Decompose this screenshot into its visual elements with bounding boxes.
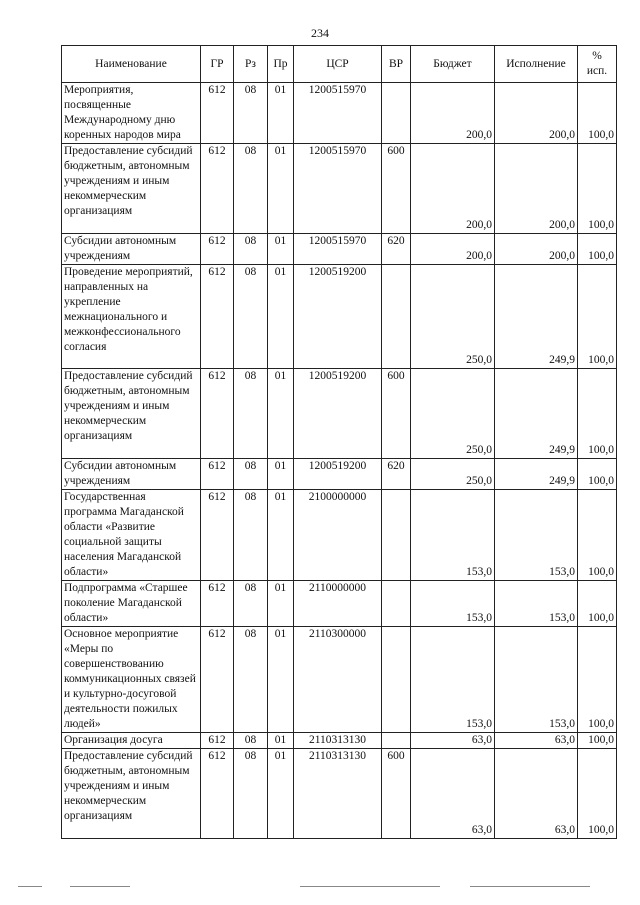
- cell-rz: 08: [234, 265, 268, 369]
- cell-rz: 08: [234, 749, 268, 839]
- cell-pr: 01: [268, 733, 294, 749]
- cell-budget: 153,0: [411, 581, 495, 627]
- cell-name: Мероприятия, посвященные Международному дню коренных народов мира: [62, 83, 201, 144]
- cell-pr: 01: [268, 369, 294, 459]
- cell-vr: [382, 83, 411, 144]
- cell-csr: 1200519200: [294, 265, 382, 369]
- table-row: [62, 627, 617, 733]
- header-pct-word: исп.: [586, 65, 608, 77]
- cell-csr: 1200515970: [294, 83, 382, 144]
- cell-csr: 2110313130: [294, 733, 382, 749]
- cell-rz: 08: [234, 627, 268, 733]
- cell-rz: 08: [234, 83, 268, 144]
- header-budget: Бюджет: [411, 46, 495, 83]
- cell-rz: 08: [234, 144, 268, 234]
- cell-pr: 01: [268, 83, 294, 144]
- cell-csr: 2110300000: [294, 627, 382, 733]
- cell-name: Организация досуга: [62, 733, 201, 749]
- cell-rz: 08: [234, 234, 268, 265]
- cell-pct: 100,0: [578, 581, 617, 627]
- footer-rule: [470, 886, 590, 887]
- cell-csr: 2100000000: [294, 490, 382, 581]
- cell-vr: [382, 581, 411, 627]
- cell-pct: 100,0: [578, 265, 617, 369]
- cell-pr: 01: [268, 265, 294, 369]
- cell-execution: 249,9: [495, 265, 578, 369]
- cell-budget: 63,0: [411, 733, 495, 749]
- cell-name: Подпрограмма «Старшее поколение Магаданской области»: [62, 581, 201, 627]
- header-row: [62, 46, 617, 83]
- cell-name: Проведение мероприятий, направленных на укрепление межнационального и межконфессионального согласия: [62, 265, 201, 369]
- cell-execution: 153,0: [495, 627, 578, 733]
- cell-csr: 2110313130: [294, 749, 382, 839]
- cell-execution: 200,0: [495, 234, 578, 265]
- header-rz: Рз: [234, 46, 268, 83]
- cell-gr: 612: [201, 581, 234, 627]
- cell-rz: 08: [234, 369, 268, 459]
- cell-name: Субсидии автономным учреждениям: [62, 234, 201, 265]
- cell-rz: 08: [234, 459, 268, 490]
- cell-name: Предоставление субсидий бюджетным, автономным учреждениям и иным некоммерческим организациям: [62, 749, 201, 839]
- table-row: [62, 459, 617, 490]
- cell-csr: 1200515970: [294, 234, 382, 265]
- cell-pr: 01: [268, 459, 294, 490]
- header-vr: ВР: [382, 46, 411, 83]
- cell-pct: 100,0: [578, 459, 617, 490]
- cell-pct: 100,0: [578, 83, 617, 144]
- cell-vr: [382, 733, 411, 749]
- cell-pct: 100,0: [578, 369, 617, 459]
- header-name: Наименование: [62, 46, 201, 83]
- table-row: [62, 83, 617, 144]
- cell-vr: 600: [382, 144, 411, 234]
- cell-budget: 200,0: [411, 234, 495, 265]
- cell-csr: 1200519200: [294, 459, 382, 490]
- cell-budget: 153,0: [411, 490, 495, 581]
- cell-name: Субсидии автономным учреждениям: [62, 459, 201, 490]
- header-csr: ЦСР: [294, 46, 382, 83]
- table-row: [62, 144, 617, 234]
- cell-budget: 250,0: [411, 369, 495, 459]
- cell-gr: 612: [201, 749, 234, 839]
- cell-gr: 612: [201, 733, 234, 749]
- cell-gr: 612: [201, 459, 234, 490]
- cell-vr: 600: [382, 749, 411, 839]
- cell-csr: 2110000000: [294, 581, 382, 627]
- cell-vr: [382, 490, 411, 581]
- cell-csr: 1200515970: [294, 144, 382, 234]
- header-pr: Пр: [268, 46, 294, 83]
- cell-gr: 612: [201, 83, 234, 144]
- cell-pr: 01: [268, 144, 294, 234]
- cell-name: Предоставление субсидий бюджетным, автономным учреждениям и иным некоммерческим организациям: [62, 144, 201, 234]
- header-pct: [578, 46, 617, 83]
- cell-pr: 01: [268, 581, 294, 627]
- cell-rz: 08: [234, 490, 268, 581]
- cell-execution: 153,0: [495, 490, 578, 581]
- cell-budget: 250,0: [411, 265, 495, 369]
- cell-pct: 100,0: [578, 490, 617, 581]
- cell-gr: 612: [201, 265, 234, 369]
- cell-name: Государственная программа Магаданской области «Развитие социальной защиты населения Магаданской области»: [62, 490, 201, 581]
- cell-execution: 200,0: [495, 83, 578, 144]
- cell-gr: 612: [201, 369, 234, 459]
- cell-pct: 100,0: [578, 627, 617, 733]
- cell-vr: 600: [382, 369, 411, 459]
- cell-execution: 200,0: [495, 144, 578, 234]
- cell-gr: 612: [201, 144, 234, 234]
- table-row: [62, 234, 617, 265]
- cell-pct: 100,0: [578, 733, 617, 749]
- page-number: 234: [311, 26, 329, 40]
- cell-csr: 1200519200: [294, 369, 382, 459]
- cell-execution: 249,9: [495, 369, 578, 459]
- footer-rule: [70, 886, 130, 887]
- cell-budget: 200,0: [411, 144, 495, 234]
- header-pct-symbol: %: [592, 50, 602, 62]
- cell-vr: 620: [382, 234, 411, 265]
- cell-budget: 63,0: [411, 749, 495, 839]
- cell-pct: 100,0: [578, 144, 617, 234]
- footer-rule: [18, 886, 42, 887]
- table-row: [62, 265, 617, 369]
- cell-pr: 01: [268, 234, 294, 265]
- footer-rule: [300, 886, 440, 887]
- cell-budget: 250,0: [411, 459, 495, 490]
- cell-pct: 100,0: [578, 749, 617, 839]
- cell-execution: 63,0: [495, 733, 578, 749]
- cell-vr: [382, 627, 411, 733]
- cell-pct: 100,0: [578, 234, 617, 265]
- cell-name: Предоставление субсидий бюджетным, автономным учреждениям и иным некоммерческим организациям: [62, 369, 201, 459]
- cell-gr: 612: [201, 234, 234, 265]
- table-row: [62, 369, 617, 459]
- table-row: [62, 749, 617, 839]
- cell-execution: 63,0: [495, 749, 578, 839]
- cell-execution: 153,0: [495, 581, 578, 627]
- cell-budget: 153,0: [411, 627, 495, 733]
- table-row: [62, 490, 617, 581]
- budget-table: [61, 45, 617, 839]
- cell-gr: 612: [201, 627, 234, 733]
- cell-vr: 620: [382, 459, 411, 490]
- header-execution: Исполнение: [495, 46, 578, 83]
- table-row: [62, 581, 617, 627]
- cell-pr: 01: [268, 490, 294, 581]
- cell-name: Основное мероприятие «Меры по совершенствованию коммуникационных связей и культурно-досуговой деятельности пожилых людей»: [62, 627, 201, 733]
- cell-rz: 08: [234, 733, 268, 749]
- cell-vr: [382, 265, 411, 369]
- cell-rz: 08: [234, 581, 268, 627]
- cell-pr: 01: [268, 627, 294, 733]
- cell-pr: 01: [268, 749, 294, 839]
- header-gr: ГР: [201, 46, 234, 83]
- cell-execution: 249,9: [495, 459, 578, 490]
- table-row: [62, 733, 617, 749]
- cell-gr: 612: [201, 490, 234, 581]
- cell-budget: 200,0: [411, 83, 495, 144]
